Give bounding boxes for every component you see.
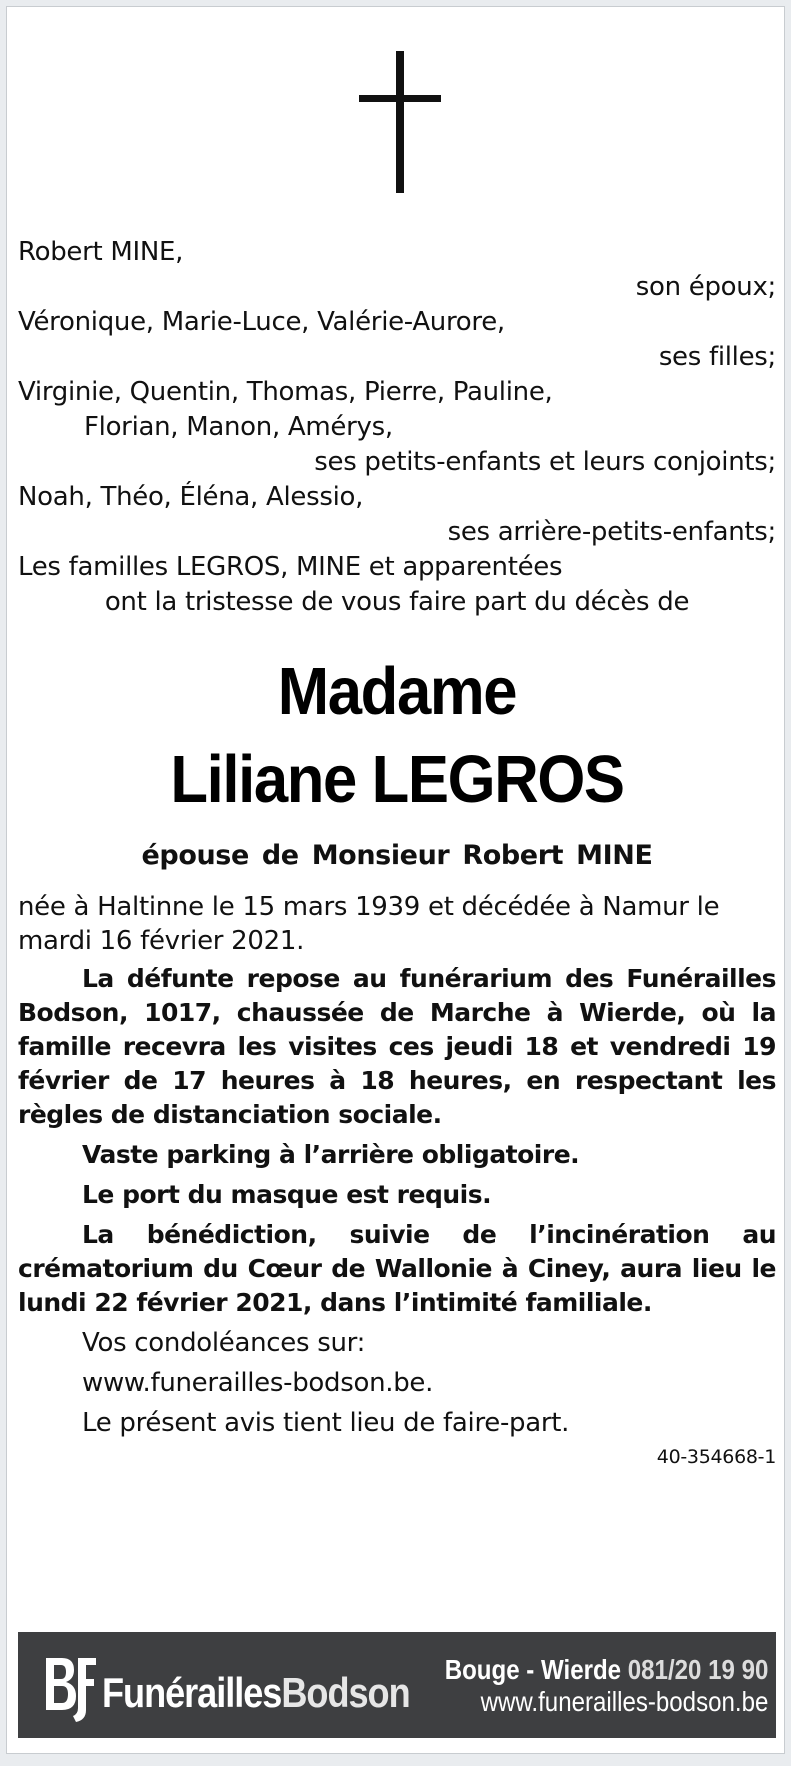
brand-first: Funérailles	[102, 1669, 282, 1716]
funeral-home-name	[102, 1668, 410, 1718]
family-relation: ses arrière-petits-enfants;	[447, 517, 776, 547]
family-relation: son époux;	[635, 272, 776, 302]
obituary-notice	[6, 6, 785, 1754]
visitation-info: La défunte repose au funérarium des Funérailles Bodson, 1017, chaussée de Marche à Wierde, où la famille recevra les visites ces jeudi 18 et vendredi 19 février de 17 heures à 18 heures, en respectant les règles de distanciation sociale.	[18, 964, 776, 1129]
website-link[interactable]: www.funerailles-bodson.be	[480, 1686, 768, 1717]
family-line: Robert MINE,	[18, 237, 184, 267]
contact-info	[392, 1654, 768, 1718]
family-line: Noah, Théo, Éléna, Alessio,	[18, 482, 364, 512]
funeral-home-banner	[18, 1632, 776, 1738]
location: Bouge - Wierde	[444, 1654, 621, 1685]
family-relation: ses petits-enfants et leurs conjoints;	[314, 447, 776, 477]
deceased-name: Liliane LEGROS	[170, 742, 624, 817]
mask-info: Le port du masque est requis.	[82, 1180, 492, 1209]
cross-icon	[359, 51, 441, 193]
bf-monogram-icon	[40, 1652, 98, 1724]
ceremony-info: La bénédiction, suivie de l’incinération au crématorium du Cœur de Wallonie à Ciney, aura lieu le lundi 22 février 2021, dans l’intimité familiale.	[18, 1220, 776, 1317]
notice-disclaimer: Le présent avis tient lieu de faire-part.	[82, 1408, 570, 1438]
condolences-label: Vos condoléances sur:	[82, 1328, 366, 1358]
deceased-spouse: épouse de Monsieur Robert MINE	[141, 840, 653, 871]
parking-info: Vaste parking à l’arrière obligatoire.	[82, 1140, 580, 1169]
family-line: Florian, Manon, Amérys,	[84, 412, 393, 442]
phone-number[interactable]: 081/20 19 90	[627, 1654, 768, 1685]
family-relation: ses filles;	[658, 342, 776, 372]
announcement-line: ont la tristesse de vous faire part du décès de	[104, 587, 690, 617]
condolences-link[interactable]: www.funerailles-bodson.be.	[82, 1368, 434, 1398]
birth-death-info: née à Haltinne le 15 mars 1939 et décédée à Namur le mardi 16 février 2021.	[18, 892, 720, 956]
deceased-title: Madame	[277, 654, 517, 729]
notice-content	[18, 235, 776, 1470]
brand-second: Bodson	[281, 1669, 410, 1716]
family-line: Véronique, Marie-Luce, Valérie-Aurore,	[18, 307, 505, 337]
family-line: Virginie, Quentin, Thomas, Pierre, Pauline,	[18, 377, 553, 407]
family-line: Les familles LEGROS, MINE et apparentées	[18, 552, 563, 582]
reference-number: 40-354668-1	[656, 1446, 776, 1468]
